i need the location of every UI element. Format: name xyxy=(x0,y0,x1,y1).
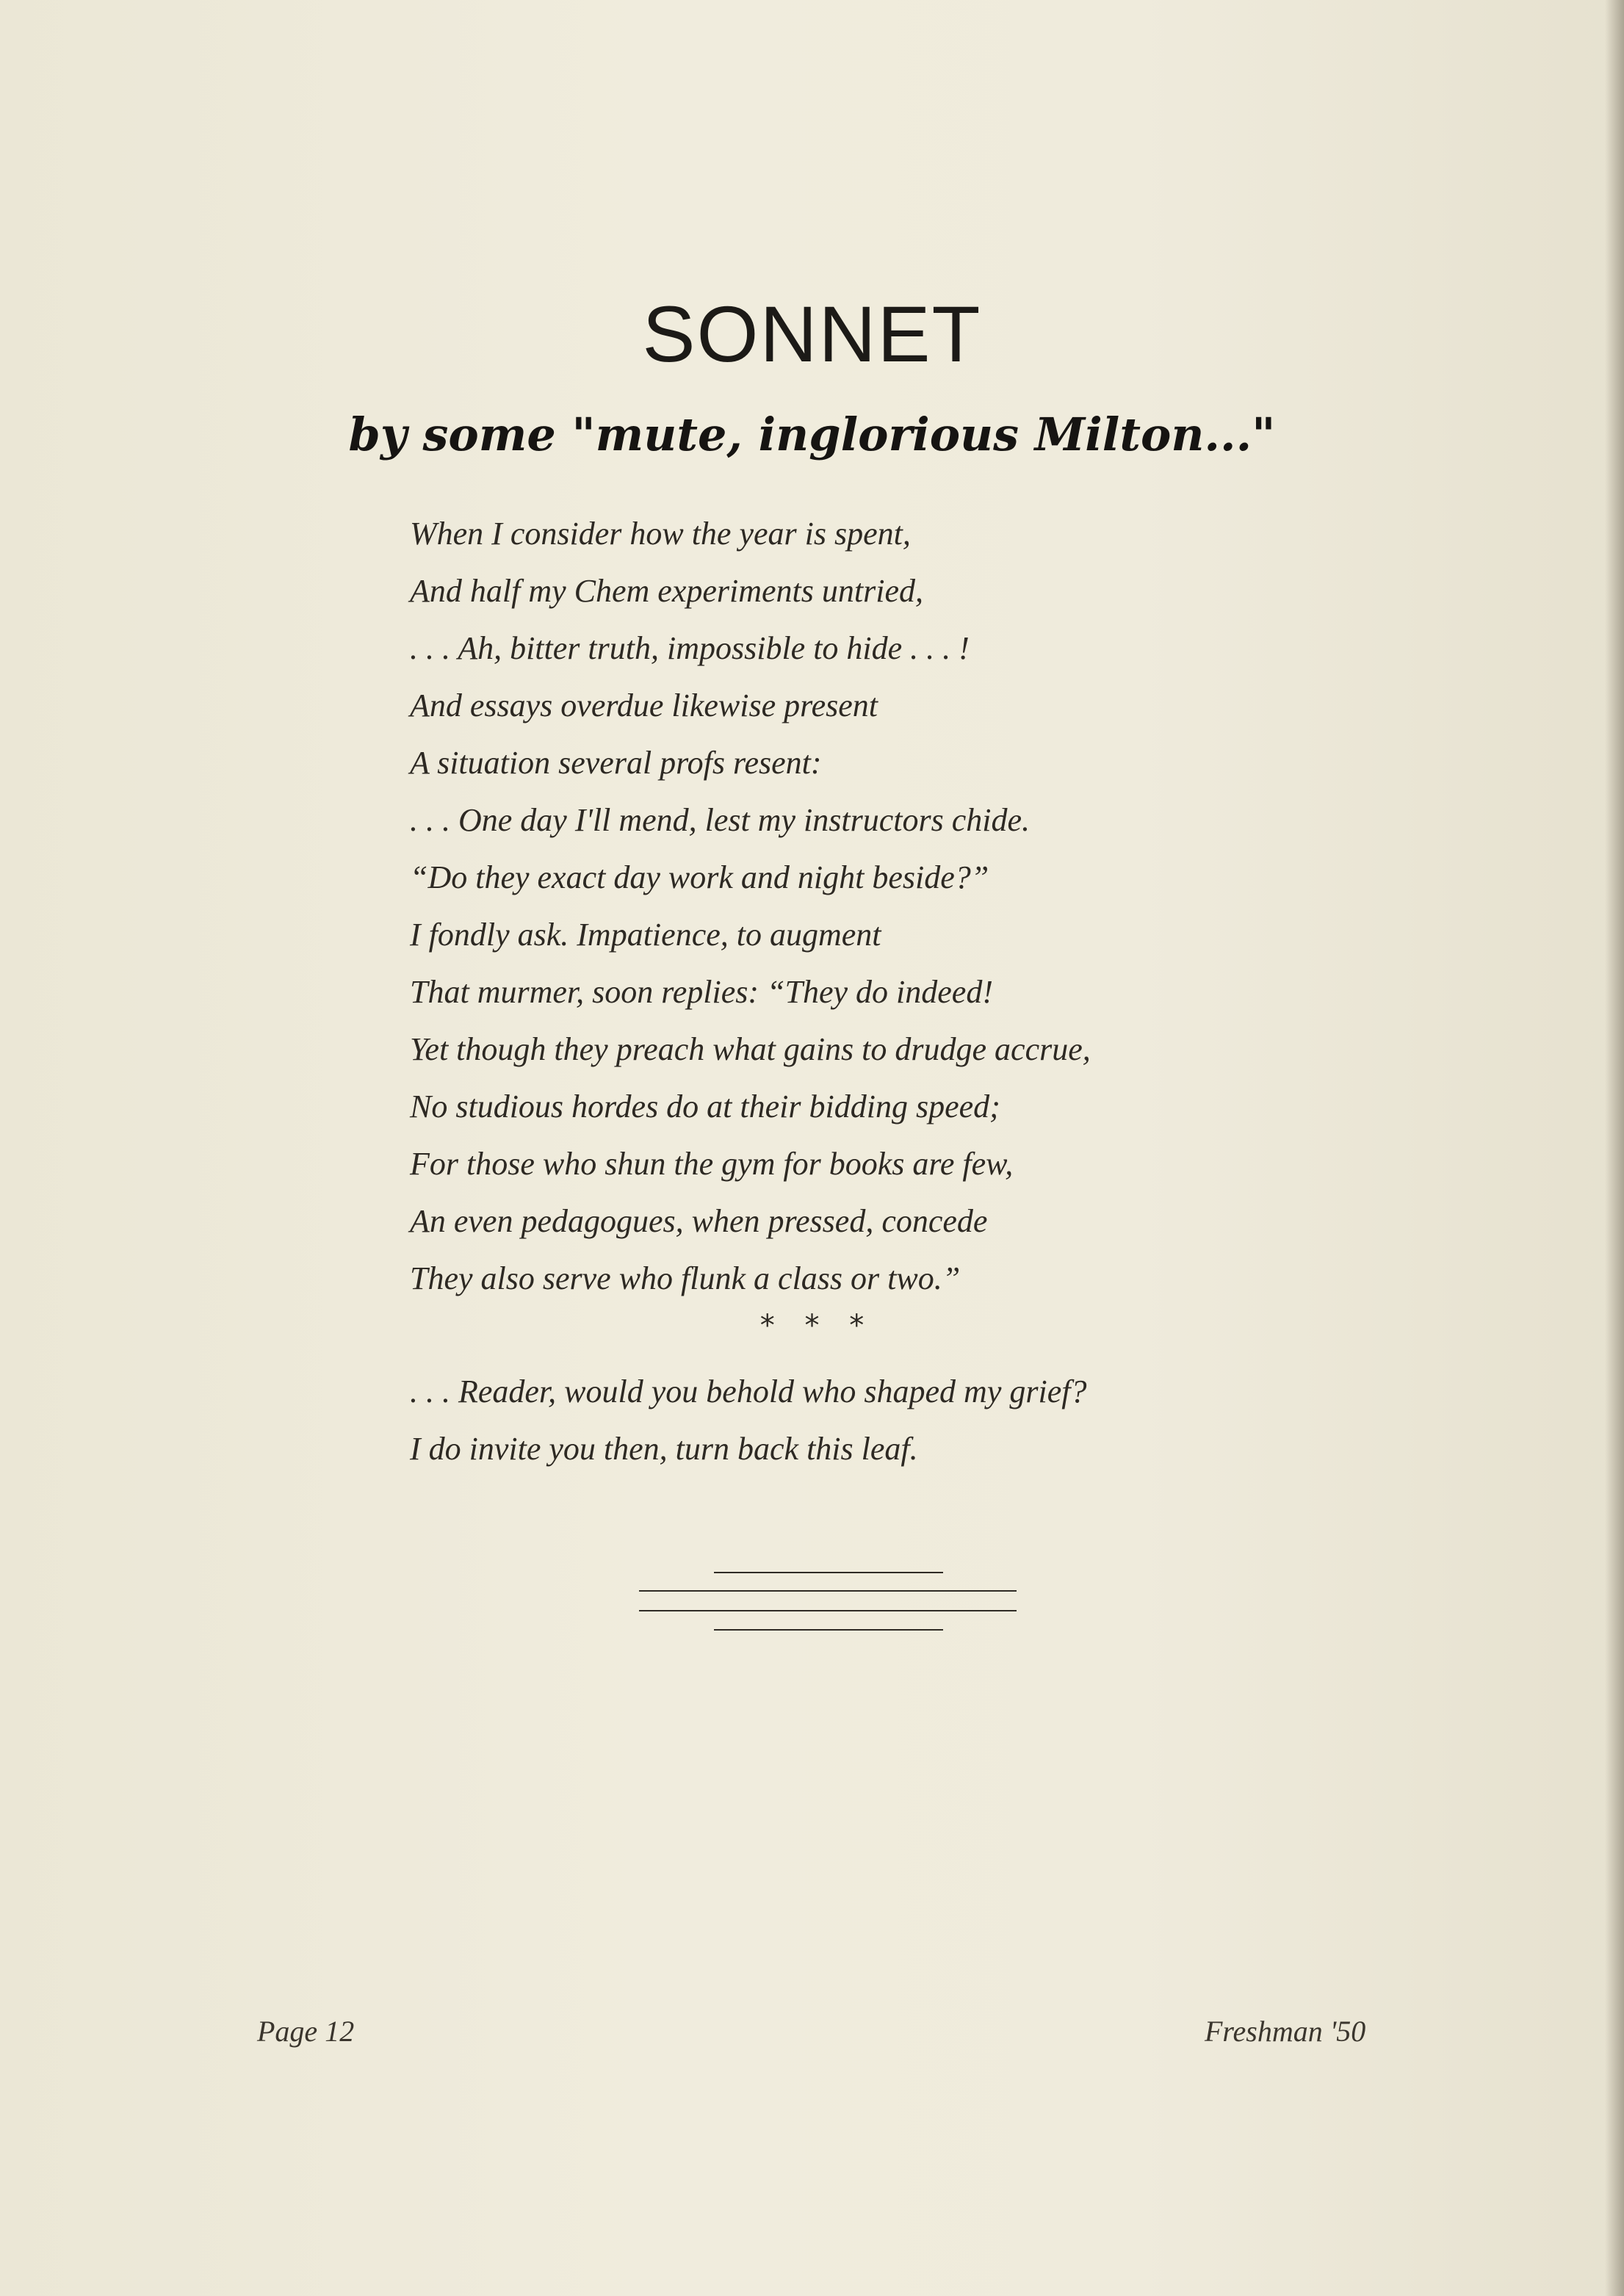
poem-stanza xyxy=(410,505,1365,1307)
publication-name: Freshman '50 xyxy=(1205,2015,1366,2048)
poem-line: “Do they exact day work and night beside?” xyxy=(410,859,989,895)
poem-line: An even pedagogues, when pressed, concede xyxy=(410,1203,988,1239)
ornament-rule xyxy=(639,1610,1017,1611)
poem-line: . . . Ah, bitter truth, impossible to hide . . . ! xyxy=(410,630,970,666)
poem-line: They also serve who flunk a class or two.” xyxy=(410,1260,961,1296)
poem-line: And essays overdue likewise present xyxy=(410,687,878,723)
ornament-rule xyxy=(639,1590,1017,1592)
poem-line: . . . One day I'll mend, lest my instructors chide. xyxy=(410,802,1031,838)
poem-line: And half my Chem experiments untried, xyxy=(410,573,923,609)
poem-coda xyxy=(410,1363,1365,1478)
poem-line: Yet though they preach what gains to drudge accrue, xyxy=(410,1031,1091,1067)
poem-title: SONNET xyxy=(642,289,982,378)
section-separator-asterisks: * * * xyxy=(759,1309,865,1343)
poem-line: I do invite you then, turn back this leaf. xyxy=(410,1431,918,1467)
ornament-rule xyxy=(714,1629,943,1631)
poem-line: That murmer, soon replies: “They do indeed! xyxy=(410,974,993,1010)
poem-line: A situation several profs resent: xyxy=(410,745,822,781)
poem-byline: by some "mute, inglorious Milton..." xyxy=(348,408,1276,461)
poem-line: I fondly ask. Impatience, to augment xyxy=(410,917,881,953)
poem-line: For those who shun the gym for books are few, xyxy=(410,1146,1014,1182)
poem-line: . . . Reader, would you behold who shaped my grief? xyxy=(410,1373,1087,1409)
poem-line: When I consider how the year is spent, xyxy=(410,516,911,552)
poem-line: No studious hordes do at their bidding speed; xyxy=(410,1089,1000,1124)
ornament-rule xyxy=(714,1572,943,1573)
page-number: Page 12 xyxy=(257,2015,355,2048)
